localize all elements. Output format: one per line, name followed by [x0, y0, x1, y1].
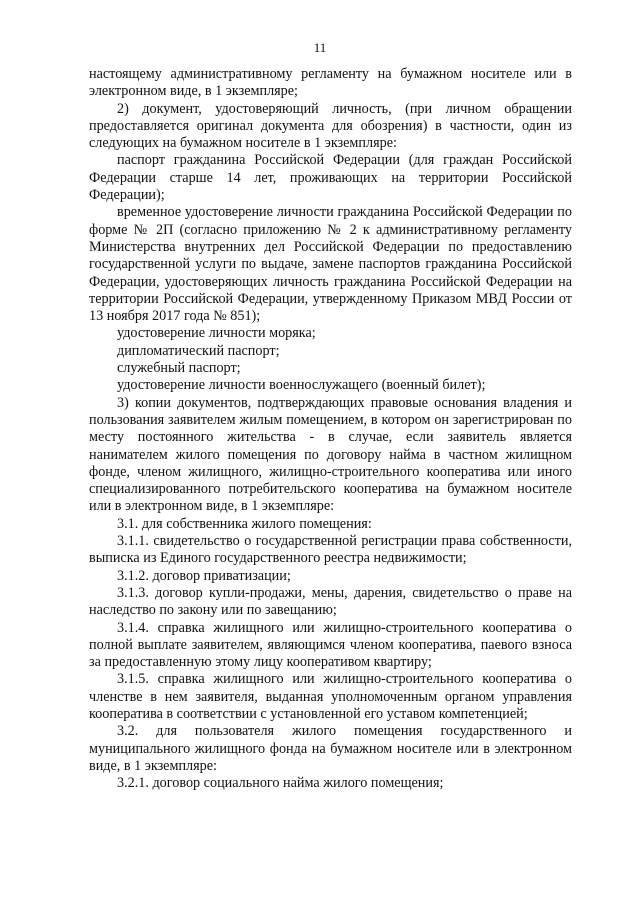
paragraph-item-3-1-3: 3.1.3. договор купли-продажи, мены, дарения, свидетельство о праве на наследство по закону или по завещанию; [89, 584, 572, 619]
paragraph-military-id: удостоверение личности военнослужащего (военный билет); [117, 377, 486, 394]
paragraph-item-3-1-1: 3.1.1. свидетельство о государственной регистрации права собственности, выписка из Единого государственного реестра недвижимости; [89, 533, 572, 567]
paragraph-continuation: настоящему административному регламенту на бумажном носителе или в электронном виде, в 1 экземпляре; [89, 66, 572, 100]
paragraph-temporary-id: временное удостоверение личности гражданина Российской Федерации по форме № 2П (согласно приложению № 2 к административному регламенту Министерства внутренних дел Российской Федерации по предоставлению государственной услуги по выдаче, замене паспортов гражданина Российской Федерации, удостоверяющих личность гражданина Российской Федерации на территории Российской Федерации, утвержденному Приказом МВД России от 13 ноября 2017 года № 851); [89, 204, 572, 325]
paragraph-passport-rf: паспорт гражданина Российской Федерации (для граждан Российской Федерации старше 14 лет, проживающих на территории Российской Федерации); [89, 152, 572, 204]
paragraph-item-3-2-1: 3.2.1. договор социального найма жилого помещения; [117, 775, 444, 792]
paragraph-service-passport: служебный паспорт; [117, 360, 241, 377]
paragraph-item-3-2: 3.2. для пользователя жилого помещения государственного и муниципального жилищного фонда на бумажном носителе или в электронном виде, в 1 экземпляре: [89, 723, 572, 774]
paragraph-item-3-1-5: 3.1.5. справка жилищного или жилищно-строительного кооператива о членстве в нем заявителя, выданная уполномоченным органом управления кооператива в соответствии с установленной его уставом компетенцией; [89, 671, 572, 722]
page-number: 11 [313, 40, 327, 55]
paragraph-seaman-id: удостоверение личности моряка; [117, 325, 316, 342]
paragraph-item-3-1: 3.1. для собственника жилого помещения: [117, 515, 372, 532]
paragraph-item-3-1-4: 3.1.4. справка жилищного или жилищно-строительного кооператива о полной выплате заявителем, являющимся членом кооператива, паевого взноса за предоставленную этому лицу кооперативом квартиру; [89, 619, 572, 671]
document-body [89, 66, 572, 792]
paragraph-diplomatic-passport: дипломатический паспорт; [117, 342, 280, 359]
paragraph-item-3-1-2: 3.1.2. договор приватизации; [117, 567, 291, 584]
paragraph-item-2: 2) документ, удостоверяющий личность, (при личном обращении предоставляется оригинал документа для обозрения) в частности, один из следующих на бумажном носителе в 1 экземпляре: [89, 100, 572, 152]
paragraph-item-3: 3) копии документов, подтверждающих правовые основания владения и пользования заявителем жилым помещением, в котором он зарегистрирован по месту постоянного жительства - в случае, если заявитель является нанимателем жилого помещения по договору найма в частном жилищном фонде, членом жилищного, жилищно-строительного кооператива или иного специализированного потребительского кооператива на бумажном носителе или в электронном виде, в 1 экземпляре: [89, 394, 572, 515]
